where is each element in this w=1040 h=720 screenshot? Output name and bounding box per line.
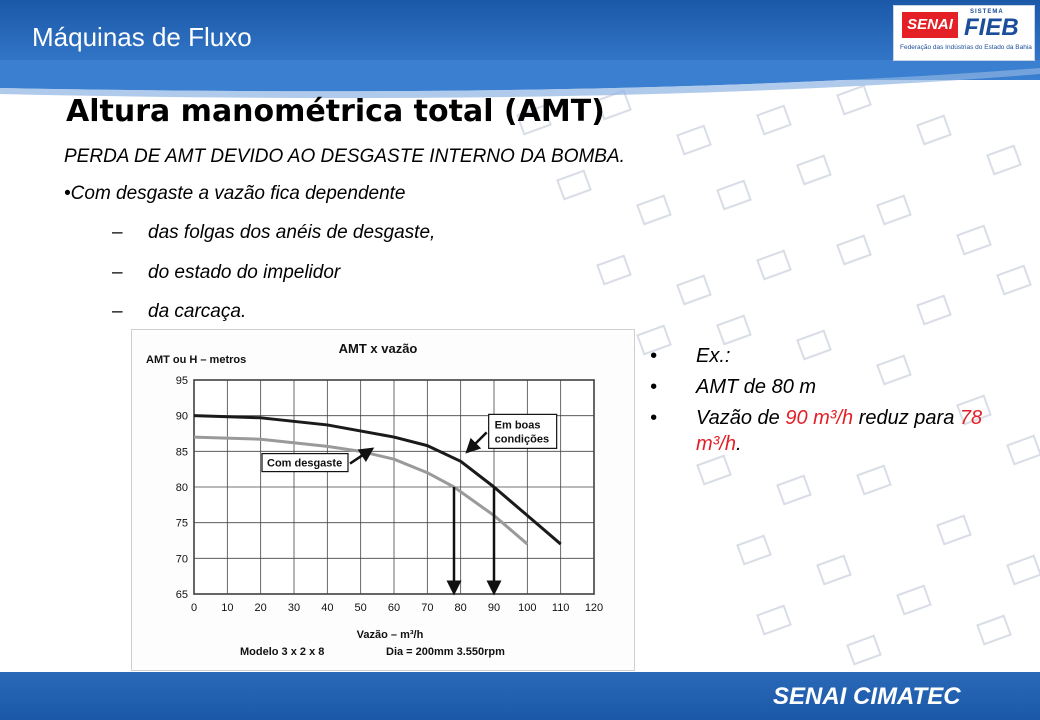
x-tick-label: 90 — [487, 602, 501, 614]
annotation-label-worn: Com desgaste — [267, 457, 343, 470]
y-tick-label: 75 — [175, 517, 188, 530]
y-tick-label: 95 — [175, 375, 188, 387]
logo-subtitle: Federação das Indústrias do Estado da Bahia — [900, 44, 1032, 51]
x-tick-label: 10 — [221, 602, 234, 614]
x-tick-label: 40 — [321, 602, 334, 614]
background-diamond — [557, 171, 590, 199]
example-text: Vazão de — [696, 407, 786, 429]
example-text: Ex.: — [696, 345, 731, 367]
annotation-label-good-line1: Em boas — [494, 419, 541, 432]
example-text: . — [736, 433, 742, 455]
footer-brand: SENAI CIMATEC — [773, 683, 961, 710]
example-list — [650, 343, 1010, 457]
x-tick-label: 20 — [254, 602, 267, 614]
x-tick-label: 30 — [287, 602, 301, 614]
dash-item — [112, 222, 435, 244]
dash-item — [112, 301, 246, 323]
background-diamond — [1007, 436, 1040, 464]
background-diamond — [847, 636, 880, 664]
bullet-item: •Com desgaste a vazão fica dependente — [64, 183, 406, 204]
chart-title: AMT x vazão — [338, 341, 418, 356]
chart-footnote-diameter: Dia = 200mm 3.550rpm — [386, 646, 505, 658]
x-tick-label: 60 — [387, 602, 401, 614]
background-diamond — [877, 196, 910, 224]
background-diamond — [937, 516, 970, 544]
subheading: PERDA DE AMT DEVIDO AO DESGASTE INTERNO DA BOMBA. — [64, 146, 625, 167]
logo-senai: SENAI — [902, 12, 958, 38]
x-tick-label: 50 — [354, 602, 367, 614]
y-tick-label: 85 — [175, 446, 188, 459]
background-diamond — [917, 296, 950, 324]
dash-item-text: das folgas dos anéis de desgaste, — [148, 222, 436, 243]
example-item — [650, 405, 1010, 457]
dash-item-text: do estado do impelidor — [148, 262, 341, 283]
y-tick-label: 70 — [175, 553, 188, 566]
background-diamond — [637, 196, 670, 224]
flow-value-worn: 78 m³/h — [696, 407, 983, 455]
app-title: Máquinas de Fluxo — [32, 22, 252, 52]
bullet-dot: • — [650, 345, 658, 367]
bullet-dot: • — [650, 407, 658, 429]
dash-item — [112, 262, 340, 284]
x-tick-label: 70 — [421, 602, 434, 614]
x-tick-label: 0 — [190, 602, 198, 614]
background-diamond — [717, 181, 750, 209]
background-diamond — [797, 156, 830, 184]
y-axis-label: AMT ou H – metros — [146, 354, 247, 366]
background-diamond — [737, 536, 770, 564]
y-tick-label: 90 — [175, 410, 188, 423]
x-axis-label: Vazão – m³/h — [356, 629, 424, 641]
x-tick-label: 80 — [454, 602, 467, 614]
background-diamond — [697, 456, 730, 484]
dash-mark: – — [112, 262, 123, 283]
dash-item-text: da carcaça. — [148, 301, 247, 322]
chart-panel — [131, 329, 635, 671]
senai-fieb-logo — [893, 5, 1035, 61]
background-diamond — [897, 586, 930, 614]
example-text: AMT de 80 m — [696, 376, 817, 398]
y-tick-label: 65 — [175, 589, 188, 601]
flow-value-good: 90 m³/h — [785, 407, 854, 429]
background-diamond — [677, 126, 710, 154]
chart-footnote-model: Modelo 3 x 2 x 8 — [240, 646, 325, 658]
x-tick-label: 120 — [584, 602, 604, 614]
example-item — [650, 374, 1010, 400]
y-tick-label: 80 — [175, 482, 188, 494]
annotation-label-good-line2: condições — [494, 433, 550, 446]
background-diamond — [777, 476, 810, 504]
dash-mark: – — [112, 301, 123, 322]
background-diamond — [957, 226, 990, 254]
logo-sistema: SISTEMA — [970, 9, 1004, 15]
background-diamond — [817, 556, 850, 584]
background-diamond — [717, 316, 750, 344]
background-diamond — [1007, 556, 1040, 584]
bullet-dot: • — [650, 376, 658, 398]
background-diamond — [597, 256, 630, 284]
amt-vs-flow-chart — [132, 330, 634, 670]
example-item — [650, 343, 1010, 369]
example-text: reduz para — [853, 407, 960, 429]
background-diamond — [977, 616, 1010, 644]
background-diamond — [757, 606, 790, 634]
background-diamond — [917, 116, 950, 144]
background-diamond — [997, 266, 1030, 294]
x-tick-label: 110 — [551, 602, 570, 614]
logo-fieb: FIEB — [964, 14, 1019, 41]
x-tick-label: 100 — [518, 602, 537, 614]
background-diamond — [677, 276, 710, 304]
background-diamond — [837, 236, 870, 264]
background-diamond — [857, 466, 890, 494]
background-diamond — [987, 146, 1020, 174]
dash-mark: – — [112, 222, 123, 243]
background-diamond — [757, 251, 790, 279]
page-title: Altura manométrica total (AMT) — [66, 94, 605, 129]
